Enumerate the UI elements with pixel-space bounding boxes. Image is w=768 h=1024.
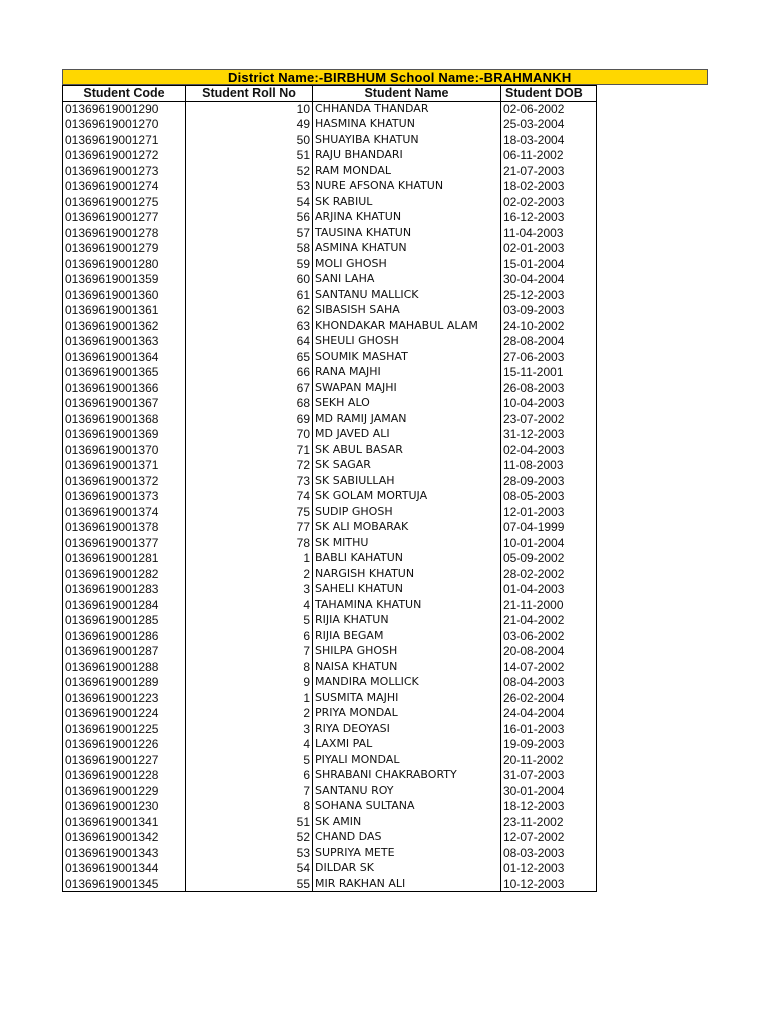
dob-cell: 10-12-2003 <box>501 876 597 892</box>
roll-no-cell: 63 <box>186 318 313 334</box>
dob-cell: 15-01-2004 <box>501 256 597 272</box>
student-code-cell: 01369619001279 <box>63 241 186 257</box>
roll-no-cell: 53 <box>186 179 313 195</box>
student-name-cell: MOLI GHOSH <box>313 256 501 272</box>
table-row <box>63 334 597 350</box>
dob-cell: 25-03-2004 <box>501 117 597 133</box>
student-code-cell: 01369619001278 <box>63 225 186 241</box>
roll-no-cell: 4 <box>186 737 313 753</box>
student-name-cell: LAXMI PAL <box>313 737 501 753</box>
roll-no-cell: 57 <box>186 225 313 241</box>
student-code-cell: 01369619001363 <box>63 334 186 350</box>
student-name-cell: SANI LAHA <box>313 272 501 288</box>
table-row <box>63 721 597 737</box>
student-name-cell: RANA MAJHI <box>313 365 501 381</box>
table-row <box>63 659 597 675</box>
table-row <box>63 101 597 117</box>
student-name-cell: RIJIA KHATUN <box>313 613 501 629</box>
student-name-cell: RAM MONDAL <box>313 163 501 179</box>
roll-no-cell: 51 <box>186 814 313 830</box>
dob-cell: 28-09-2003 <box>501 473 597 489</box>
student-code-cell: 01369619001344 <box>63 861 186 877</box>
roll-no-cell: 62 <box>186 303 313 319</box>
roll-no-cell: 72 <box>186 458 313 474</box>
table-row <box>63 318 597 334</box>
student-code-cell: 01369619001230 <box>63 799 186 815</box>
header-student-dob: Student DOB <box>501 86 597 102</box>
roll-no-cell: 2 <box>186 566 313 582</box>
dob-cell: 18-03-2004 <box>501 132 597 148</box>
dob-cell: 19-09-2003 <box>501 737 597 753</box>
student-table <box>62 85 597 892</box>
roll-no-cell: 5 <box>186 613 313 629</box>
banner-text: District Name:-BIRBHUM School Name:-BRAHMANKH <box>228 70 572 85</box>
student-code-cell: 01369619001226 <box>63 737 186 753</box>
table-row <box>63 489 597 505</box>
roll-no-cell: 5 <box>186 752 313 768</box>
student-code-cell: 01369619001284 <box>63 597 186 613</box>
roll-no-cell: 59 <box>186 256 313 272</box>
table-row <box>63 830 597 846</box>
table-row <box>63 566 597 582</box>
dob-cell: 23-11-2002 <box>501 814 597 830</box>
student-code-cell: 01369619001223 <box>63 690 186 706</box>
student-code-cell: 01369619001373 <box>63 489 186 505</box>
roll-no-cell: 50 <box>186 132 313 148</box>
student-code-cell: 01369619001361 <box>63 303 186 319</box>
roll-no-cell: 8 <box>186 659 313 675</box>
student-name-cell: SOHANA SULTANA <box>313 799 501 815</box>
dob-cell: 18-12-2003 <box>501 799 597 815</box>
roll-no-cell: 61 <box>186 287 313 303</box>
student-name-cell: SHRABANI CHAKRABORTY <box>313 768 501 784</box>
table-row <box>63 272 597 288</box>
roll-no-cell: 56 <box>186 210 313 226</box>
student-code-cell: 01369619001343 <box>63 845 186 861</box>
dob-cell: 28-02-2002 <box>501 566 597 582</box>
student-name-cell: SHILPA GHOSH <box>313 644 501 660</box>
student-code-cell: 01369619001287 <box>63 644 186 660</box>
dob-cell: 25-12-2003 <box>501 287 597 303</box>
dob-cell: 01-12-2003 <box>501 861 597 877</box>
dob-cell: 01-04-2003 <box>501 582 597 598</box>
student-name-cell: SK SABIULLAH <box>313 473 501 489</box>
table-row <box>63 799 597 815</box>
student-code-cell: 01369619001377 <box>63 535 186 551</box>
student-name-cell: SUPRIYA METE <box>313 845 501 861</box>
dob-cell: 24-10-2002 <box>501 318 597 334</box>
table-row <box>63 644 597 660</box>
roll-no-cell: 1 <box>186 690 313 706</box>
student-name-cell: MANDIRA MOLLICK <box>313 675 501 691</box>
table-row <box>63 582 597 598</box>
student-name-cell: SUSMITA MAJHI <box>313 690 501 706</box>
student-code-cell: 01369619001367 <box>63 396 186 412</box>
table-row <box>63 210 597 226</box>
student-code-cell: 01369619001270 <box>63 117 186 133</box>
student-name-cell: SEKH ALO <box>313 396 501 412</box>
student-name-cell: RAJU BHANDARI <box>313 148 501 164</box>
table-row <box>63 349 597 365</box>
roll-no-cell: 54 <box>186 194 313 210</box>
dob-cell: 24-04-2004 <box>501 706 597 722</box>
student-code-cell: 01369619001369 <box>63 427 186 443</box>
roll-no-cell: 49 <box>186 117 313 133</box>
dob-cell: 30-04-2004 <box>501 272 597 288</box>
table-row <box>63 504 597 520</box>
dob-cell: 08-05-2003 <box>501 489 597 505</box>
dob-cell: 20-08-2004 <box>501 644 597 660</box>
roll-no-cell: 68 <box>186 396 313 412</box>
table-row <box>63 845 597 861</box>
table-row <box>63 365 597 381</box>
student-name-cell: SK MITHU <box>313 535 501 551</box>
student-name-cell: CHAND DAS <box>313 830 501 846</box>
dob-cell: 28-08-2004 <box>501 334 597 350</box>
student-code-cell: 01369619001229 <box>63 783 186 799</box>
roll-no-cell: 51 <box>186 148 313 164</box>
table-row <box>63 225 597 241</box>
table-row <box>63 396 597 412</box>
table-row <box>63 303 597 319</box>
roll-no-cell: 55 <box>186 876 313 892</box>
dob-cell: 10-01-2004 <box>501 535 597 551</box>
table-row <box>63 690 597 706</box>
student-name-cell: ARJINA KHATUN <box>313 210 501 226</box>
student-name-cell: SK GOLAM MORTUJA <box>313 489 501 505</box>
roll-no-cell: 70 <box>186 427 313 443</box>
student-name-cell: SWAPAN MAJHI <box>313 380 501 396</box>
dob-cell: 03-09-2003 <box>501 303 597 319</box>
student-code-cell: 01369619001362 <box>63 318 186 334</box>
student-code-cell: 01369619001290 <box>63 101 186 117</box>
dob-cell: 21-11-2000 <box>501 597 597 613</box>
dob-cell: 16-12-2003 <box>501 210 597 226</box>
dob-cell: 26-08-2003 <box>501 380 597 396</box>
student-code-cell: 01369619001272 <box>63 148 186 164</box>
roll-no-cell: 53 <box>186 845 313 861</box>
roll-no-cell: 74 <box>186 489 313 505</box>
dob-cell: 30-01-2004 <box>501 783 597 799</box>
table-body <box>63 101 597 892</box>
roll-no-cell: 75 <box>186 504 313 520</box>
roll-no-cell: 3 <box>186 721 313 737</box>
student-code-cell: 01369619001345 <box>63 876 186 892</box>
table-row <box>63 287 597 303</box>
roll-no-cell: 9 <box>186 675 313 691</box>
table-row <box>63 535 597 551</box>
dob-cell: 12-01-2003 <box>501 504 597 520</box>
table-row <box>63 117 597 133</box>
student-name-cell: SK ABUL BASAR <box>313 442 501 458</box>
dob-cell: 21-07-2003 <box>501 163 597 179</box>
roll-no-cell: 52 <box>186 830 313 846</box>
student-code-cell: 01369619001283 <box>63 582 186 598</box>
student-code-cell: 01369619001225 <box>63 721 186 737</box>
dob-cell: 03-06-2002 <box>501 628 597 644</box>
student-code-cell: 01369619001282 <box>63 566 186 582</box>
student-name-cell: SAHELI KHATUN <box>313 582 501 598</box>
student-code-cell: 01369619001281 <box>63 551 186 567</box>
student-code-cell: 01369619001289 <box>63 675 186 691</box>
dob-cell: 11-08-2003 <box>501 458 597 474</box>
student-name-cell: PRIYA MONDAL <box>313 706 501 722</box>
student-code-cell: 01369619001378 <box>63 520 186 536</box>
dob-cell: 02-04-2003 <box>501 442 597 458</box>
student-code-cell: 01369619001359 <box>63 272 186 288</box>
student-name-cell: BABLI KAHATUN <box>313 551 501 567</box>
dob-cell: 02-06-2002 <box>501 101 597 117</box>
roll-no-cell: 73 <box>186 473 313 489</box>
student-name-cell: NURE AFSONA KHATUN <box>313 179 501 195</box>
student-name-cell: DILDAR SK <box>313 861 501 877</box>
dob-cell: 27-06-2003 <box>501 349 597 365</box>
roll-no-cell: 60 <box>186 272 313 288</box>
student-name-cell: RIJIA BEGAM <box>313 628 501 644</box>
student-code-cell: 01369619001342 <box>63 830 186 846</box>
roll-no-cell: 1 <box>186 551 313 567</box>
student-name-cell: SIBASISH SAHA <box>313 303 501 319</box>
roll-no-cell: 10 <box>186 101 313 117</box>
student-code-cell: 01369619001286 <box>63 628 186 644</box>
student-name-cell: SK ALI MOBARAK <box>313 520 501 536</box>
roll-no-cell: 58 <box>186 241 313 257</box>
roll-no-cell: 7 <box>186 783 313 799</box>
student-name-cell: SANTANU ROY <box>313 783 501 799</box>
student-name-cell: HASMINA KHATUN <box>313 117 501 133</box>
table-row <box>63 613 597 629</box>
student-name-cell: SOUMIK MASHAT <box>313 349 501 365</box>
student-name-cell: SK SAGAR <box>313 458 501 474</box>
table-row <box>63 783 597 799</box>
roll-no-cell: 2 <box>186 706 313 722</box>
table-row <box>63 752 597 768</box>
dob-cell: 02-02-2003 <box>501 194 597 210</box>
student-name-cell: SUDIP GHOSH <box>313 504 501 520</box>
roll-no-cell: 6 <box>186 768 313 784</box>
student-name-cell: ASMINA KHATUN <box>313 241 501 257</box>
dob-cell: 26-02-2004 <box>501 690 597 706</box>
dob-cell: 20-11-2002 <box>501 752 597 768</box>
dob-cell: 21-04-2002 <box>501 613 597 629</box>
dob-cell: 14-07-2002 <box>501 659 597 675</box>
dob-cell: 31-12-2003 <box>501 427 597 443</box>
dob-cell: 08-03-2003 <box>501 845 597 861</box>
table-row <box>63 194 597 210</box>
table-row <box>63 442 597 458</box>
student-code-cell: 01369619001374 <box>63 504 186 520</box>
roll-no-cell: 66 <box>186 365 313 381</box>
dob-cell: 10-04-2003 <box>501 396 597 412</box>
roll-no-cell: 3 <box>186 582 313 598</box>
student-code-cell: 01369619001370 <box>63 442 186 458</box>
student-name-cell: SK RABIUL <box>313 194 501 210</box>
student-code-cell: 01369619001228 <box>63 768 186 784</box>
student-name-cell: NAISA KHATUN <box>313 659 501 675</box>
roll-no-cell: 69 <box>186 411 313 427</box>
student-code-cell: 01369619001368 <box>63 411 186 427</box>
table-row <box>63 163 597 179</box>
student-name-cell: PIYALI MONDAL <box>313 752 501 768</box>
dob-cell: 11-04-2003 <box>501 225 597 241</box>
table-row <box>63 148 597 164</box>
student-name-cell: SHUAYIBA KHATUN <box>313 132 501 148</box>
table-row <box>63 861 597 877</box>
table-row <box>63 256 597 272</box>
student-code-cell: 01369619001271 <box>63 132 186 148</box>
table-row <box>63 675 597 691</box>
student-code-cell: 01369619001341 <box>63 814 186 830</box>
dob-cell: 08-04-2003 <box>501 675 597 691</box>
roll-no-cell: 78 <box>186 535 313 551</box>
student-code-cell: 01369619001366 <box>63 380 186 396</box>
table-row <box>63 427 597 443</box>
table-row <box>63 706 597 722</box>
student-name-cell: CHHANDA THANDAR <box>313 101 501 117</box>
student-code-cell: 01369619001360 <box>63 287 186 303</box>
dob-cell: 06-11-2002 <box>501 148 597 164</box>
table-row <box>63 241 597 257</box>
roll-no-cell: 77 <box>186 520 313 536</box>
student-code-cell: 01369619001280 <box>63 256 186 272</box>
student-name-cell: SANTANU MALLICK <box>313 287 501 303</box>
roll-no-cell: 71 <box>186 442 313 458</box>
roll-no-cell: 6 <box>186 628 313 644</box>
student-name-cell: SHEULI GHOSH <box>313 334 501 350</box>
student-code-cell: 01369619001365 <box>63 365 186 381</box>
student-name-cell: RIYA DEOYASI <box>313 721 501 737</box>
roll-no-cell: 65 <box>186 349 313 365</box>
table-row <box>63 411 597 427</box>
student-code-cell: 01369619001224 <box>63 706 186 722</box>
district-school-banner <box>62 69 708 85</box>
student-name-cell: MD JAVED ALI <box>313 427 501 443</box>
roll-no-cell: 52 <box>186 163 313 179</box>
roll-no-cell: 4 <box>186 597 313 613</box>
student-name-cell: KHONDAKAR MAHABUL ALAM <box>313 318 501 334</box>
table-row <box>63 814 597 830</box>
student-code-cell: 01369619001288 <box>63 659 186 675</box>
student-name-cell: TAUSINA KHATUN <box>313 225 501 241</box>
table-row <box>63 179 597 195</box>
student-name-cell: NARGISH KHATUN <box>313 566 501 582</box>
dob-cell: 23-07-2002 <box>501 411 597 427</box>
roll-no-cell: 8 <box>186 799 313 815</box>
header-student-name: Student Name <box>313 86 501 102</box>
student-name-cell: MIR RAKHAN ALI <box>313 876 501 892</box>
student-name-cell: TAHAMINA KHATUN <box>313 597 501 613</box>
student-code-cell: 01369619001277 <box>63 210 186 226</box>
dob-cell: 02-01-2003 <box>501 241 597 257</box>
student-name-cell: SK AMIN <box>313 814 501 830</box>
table-row <box>63 597 597 613</box>
student-name-cell: MD RAMIJ JAMAN <box>313 411 501 427</box>
dob-cell: 31-07-2003 <box>501 768 597 784</box>
table-row <box>63 628 597 644</box>
student-code-cell: 01369619001371 <box>63 458 186 474</box>
roll-no-cell: 54 <box>186 861 313 877</box>
roll-no-cell: 64 <box>186 334 313 350</box>
header-student-roll-no: Student Roll No <box>186 86 313 102</box>
student-code-cell: 01369619001273 <box>63 163 186 179</box>
roll-no-cell: 7 <box>186 644 313 660</box>
dob-cell: 18-02-2003 <box>501 179 597 195</box>
student-code-cell: 01369619001274 <box>63 179 186 195</box>
dob-cell: 05-09-2002 <box>501 551 597 567</box>
roll-no-cell: 67 <box>186 380 313 396</box>
dob-cell: 07-04-1999 <box>501 520 597 536</box>
student-code-cell: 01369619001364 <box>63 349 186 365</box>
header-row <box>63 86 597 102</box>
table-row <box>63 551 597 567</box>
table-row <box>63 458 597 474</box>
table-row <box>63 473 597 489</box>
dob-cell: 16-01-2003 <box>501 721 597 737</box>
table-row <box>63 132 597 148</box>
table-row <box>63 520 597 536</box>
student-code-cell: 01369619001372 <box>63 473 186 489</box>
table-row <box>63 737 597 753</box>
student-code-cell: 01369619001227 <box>63 752 186 768</box>
table-row <box>63 768 597 784</box>
header-student-code: Student Code <box>63 86 186 102</box>
table-row <box>63 876 597 892</box>
dob-cell: 15-11-2001 <box>501 365 597 381</box>
student-code-cell: 01369619001285 <box>63 613 186 629</box>
dob-cell: 12-07-2002 <box>501 830 597 846</box>
table-row <box>63 380 597 396</box>
student-code-cell: 01369619001275 <box>63 194 186 210</box>
